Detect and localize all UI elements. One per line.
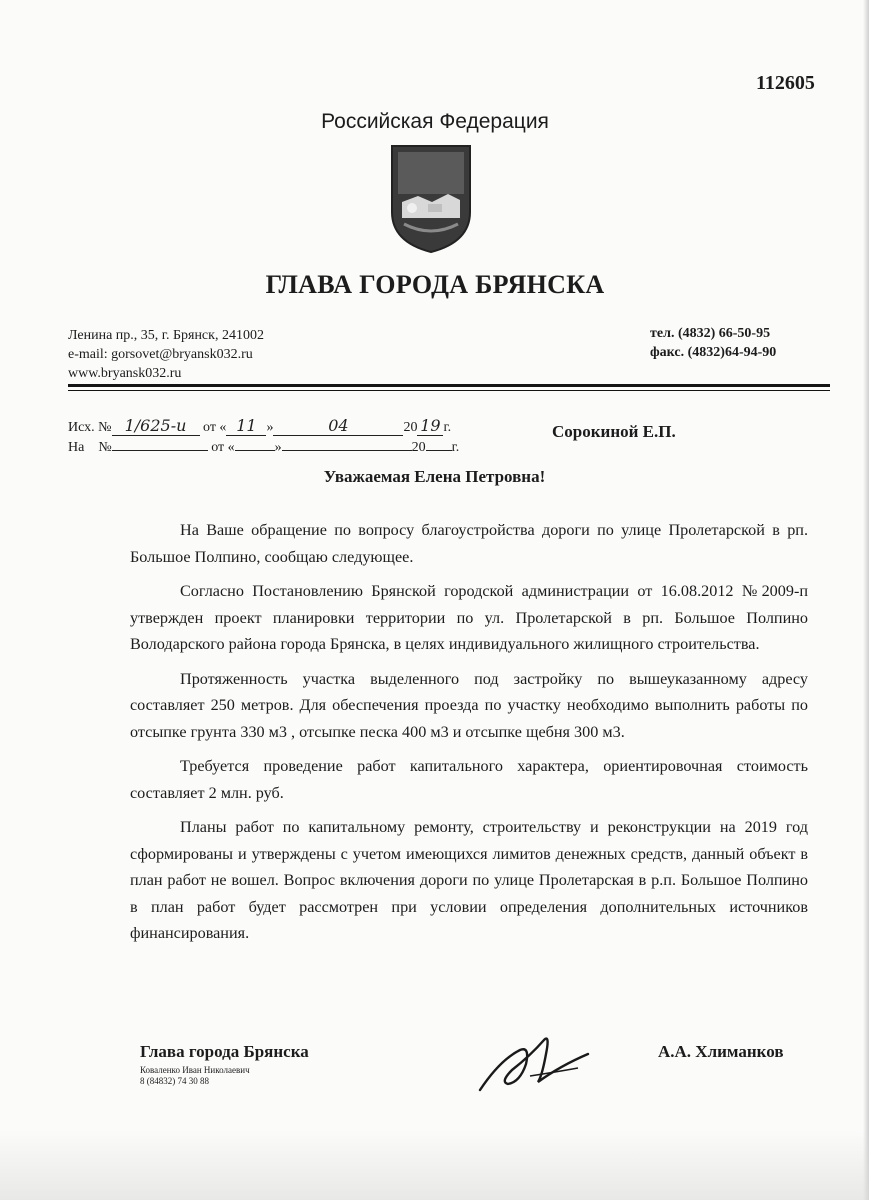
outgoing-registration [68,416,451,436]
paragraph: На Ваше обращение по вопросу благоустройства дороги по улице Пролетарской в рп. Большое Полпино, сообщаю следующее. [130,521,808,566]
out-number-label: Исх. № [68,420,112,435]
paragraph: Согласно Постановлению Брянской городской администрации от 16.08.2012 №2009-п утвержден проект планировки территории по ул. Пролетарской в рп. Большое Полпино Володарского района города Брянска, в целях индивидуального жилищного строительства. [130,582,808,653]
handwritten-signature [460,1020,610,1100]
header-rule-thick [68,384,830,387]
incoming-registration [68,440,459,456]
out-quote-close: » [266,420,274,435]
out-day-value: 11 [226,416,266,436]
in-month-blank [282,450,412,451]
scan-bottom-shading [0,1130,869,1200]
in-year-blank [426,450,452,451]
header-rule-thin [68,390,830,391]
paragraph: Протяженность участка выделенного под застройку по вышеуказанному адресу составляет 250 метров. Для обеспечения проезда по участку необходимо выполнить работы по отсыпке грунта 330 м3 , отсыпке песка 400 м3 и отсыпке щебня 300 м3. [130,669,808,741]
contacts-right [650,324,776,362]
in-number-blank [112,450,208,451]
letter-body [130,517,808,955]
executor-name: Коваленко Иван Николаевич [140,1065,250,1075]
addressee: Сорокиной Е.П. [552,422,676,441]
out-date-label: от « [203,420,227,435]
federation-caption: Российская Федерация [321,110,549,133]
fax-line: факс. (4832)64-94-90 [650,345,777,360]
out-number-value: 1/625-и [112,416,200,436]
phone-line: тел. (4832) 66-50-95 [650,326,771,341]
website-line: www.bryansk032.ru [68,366,182,381]
email-line: e-mail: gorsovet@bryansk032.ru [68,347,253,362]
in-quote-close: » [274,440,282,455]
out-year-suffix: г. [443,420,452,435]
out-year-prefix: 20 [403,420,418,435]
address-line: Ленина пр., 35, г. Брянск, 241002 [68,328,264,343]
in-number-label: На № [68,440,112,455]
executor-phone: 8 (84832) 74 30 88 [140,1076,209,1086]
coat-of-arms-emblem [388,142,474,254]
out-month-value: 04 [273,416,403,436]
document-number: 112605 [756,72,815,94]
in-year-prefix: 20 [411,440,426,455]
out-year-value: 19 [417,416,443,436]
paragraph: Планы работ по капитальному ремонту, строительству и реконструкции на 2019 год сформированы и утверждены с учетом имеющихся лимитов денежных средств, данный объект в план работ не вошел. Вопрос включения дороги по улице Пролетарская в р.п. Большое Полпино в план работ будет рассмотрен при условии определения дополнительных источников финансирования. [130,818,808,942]
in-date-label: от « [211,440,235,455]
scan-edge [863,0,869,1200]
signatory-name: А.А. Хлиманков [658,1042,784,1061]
salutation: Уважаемая Елена Петровна! [323,467,546,486]
signatory-position: Глава города Брянска [140,1042,309,1061]
in-day-blank [235,450,275,451]
head-title: ГЛАВА ГОРОДА БРЯНСКА [265,270,605,299]
in-year-suffix: г. [451,440,460,455]
contacts-left [68,326,264,383]
paragraph: Требуется проведение работ капитального характера, ориентировочная стоимость составляет 2 млн. руб. [130,757,808,802]
executor-info [140,1065,250,1087]
